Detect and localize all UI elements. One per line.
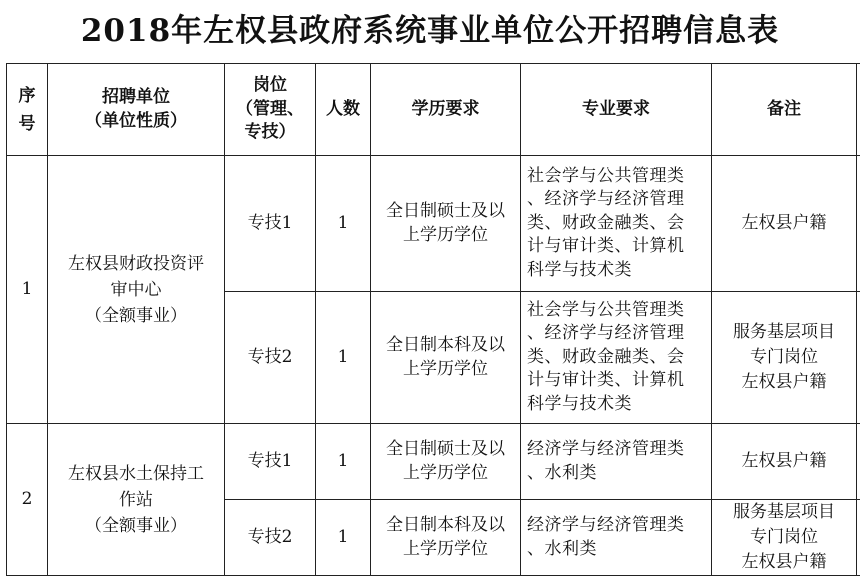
overflow-cell xyxy=(857,500,860,576)
education-cell xyxy=(371,500,521,576)
major-line: 计与审计类、计算机 xyxy=(527,370,685,391)
note-cell xyxy=(712,500,857,576)
overflow-cell xyxy=(857,424,860,500)
major-line: 、经济学与经济管理 xyxy=(527,189,685,210)
header-note: 备注 xyxy=(712,64,857,156)
major-line: 社会学与公共管理类 xyxy=(527,165,685,186)
header-unit-line2: （单位性质） xyxy=(85,110,187,131)
unit-cell xyxy=(48,156,225,424)
count-cell: 1 xyxy=(316,292,371,424)
unit-nature: （全额事业） xyxy=(85,305,187,326)
note-line: 左权县户籍 xyxy=(741,213,827,233)
education-line: 全日制本科及以 xyxy=(386,335,505,355)
education-line: 全日制硕士及以 xyxy=(386,439,505,459)
note-line: 左权县户籍 xyxy=(741,552,827,572)
header-count: 人数 xyxy=(316,64,371,156)
seq-cell: 1 xyxy=(7,156,48,424)
page-title: 2018年左权县政府系统事业单位公开招聘信息表 xyxy=(80,13,780,49)
post-cell: 专技1 xyxy=(225,424,316,500)
education-line: 全日制硕士及以 xyxy=(386,201,505,221)
unit-line: 左权县财政投资评 xyxy=(68,253,204,274)
major-line: 、水利类 xyxy=(527,538,597,559)
table-header-row xyxy=(7,64,860,156)
header-post-line1: 岗位 xyxy=(253,75,287,96)
count-cell: 1 xyxy=(316,424,371,500)
header-major: 专业要求 xyxy=(521,64,712,156)
header-education: 学历要求 xyxy=(371,64,521,156)
major-line: 计与审计类、计算机 xyxy=(527,236,685,257)
unit-line: 审中心 xyxy=(110,279,162,300)
header-overflow xyxy=(857,64,860,156)
header-post-line3: 专技） xyxy=(244,122,296,143)
major-cell xyxy=(521,424,712,500)
table-row xyxy=(7,156,860,292)
education-line: 上学历学位 xyxy=(403,462,488,483)
note-cell xyxy=(712,424,857,500)
post-cell: 专技2 xyxy=(225,292,316,424)
major-line: 科学与技术类 xyxy=(527,259,632,280)
major-cell xyxy=(521,292,712,424)
note-line: 服务基层项目 xyxy=(733,322,835,342)
unit-line: 左权县水土保持工 xyxy=(68,463,204,484)
unit-cell xyxy=(48,424,225,576)
header-post xyxy=(225,64,316,156)
major-line: 经济学与经济管理类 xyxy=(527,515,685,535)
major-line: 类、财政金融类、会 xyxy=(527,212,685,233)
major-cell xyxy=(521,156,712,292)
education-line: 上学历学位 xyxy=(403,538,488,559)
post-cell: 专技1 xyxy=(225,156,316,292)
major-line: 科学与技术类 xyxy=(527,393,632,414)
major-line: 、水利类 xyxy=(527,462,597,483)
post-cell: 专技2 xyxy=(225,500,316,576)
education-cell xyxy=(371,156,521,292)
major-line: 、经济学与经济管理 xyxy=(527,323,685,344)
major-line: 经济学与经济管理类 xyxy=(527,439,685,459)
major-line: 社会学与公共管理类 xyxy=(527,299,685,320)
education-line: 上学历学位 xyxy=(403,224,488,245)
header-post-line2: （管理、 xyxy=(236,98,304,119)
overflow-cell xyxy=(857,156,860,292)
note-line: 服务基层项目 xyxy=(733,502,835,522)
header-unit-line1: 招聘单位 xyxy=(102,87,170,107)
note-line: 左权县户籍 xyxy=(741,372,827,392)
education-cell xyxy=(371,424,521,500)
unit-line: 作站 xyxy=(119,489,153,510)
count-cell: 1 xyxy=(316,500,371,576)
note-line: 左权县户籍 xyxy=(741,451,827,471)
unit-nature: （全额事业） xyxy=(85,515,187,536)
major-line: 类、财政金融类、会 xyxy=(527,346,685,367)
note-cell xyxy=(712,292,857,424)
education-cell xyxy=(371,292,521,424)
header-seq: 序号 xyxy=(7,64,48,156)
table-row xyxy=(7,424,860,500)
note-line: 专门岗位 xyxy=(750,527,818,547)
education-line: 全日制本科及以 xyxy=(386,515,505,535)
overflow-cell xyxy=(857,292,860,424)
seq-cell: 2 xyxy=(7,424,48,576)
note-line: 专门岗位 xyxy=(750,347,818,367)
recruitment-table xyxy=(6,63,860,576)
count-cell: 1 xyxy=(316,156,371,292)
note-cell xyxy=(712,156,857,292)
education-line: 上学历学位 xyxy=(403,358,488,379)
major-cell xyxy=(521,500,712,576)
header-unit xyxy=(48,64,225,156)
